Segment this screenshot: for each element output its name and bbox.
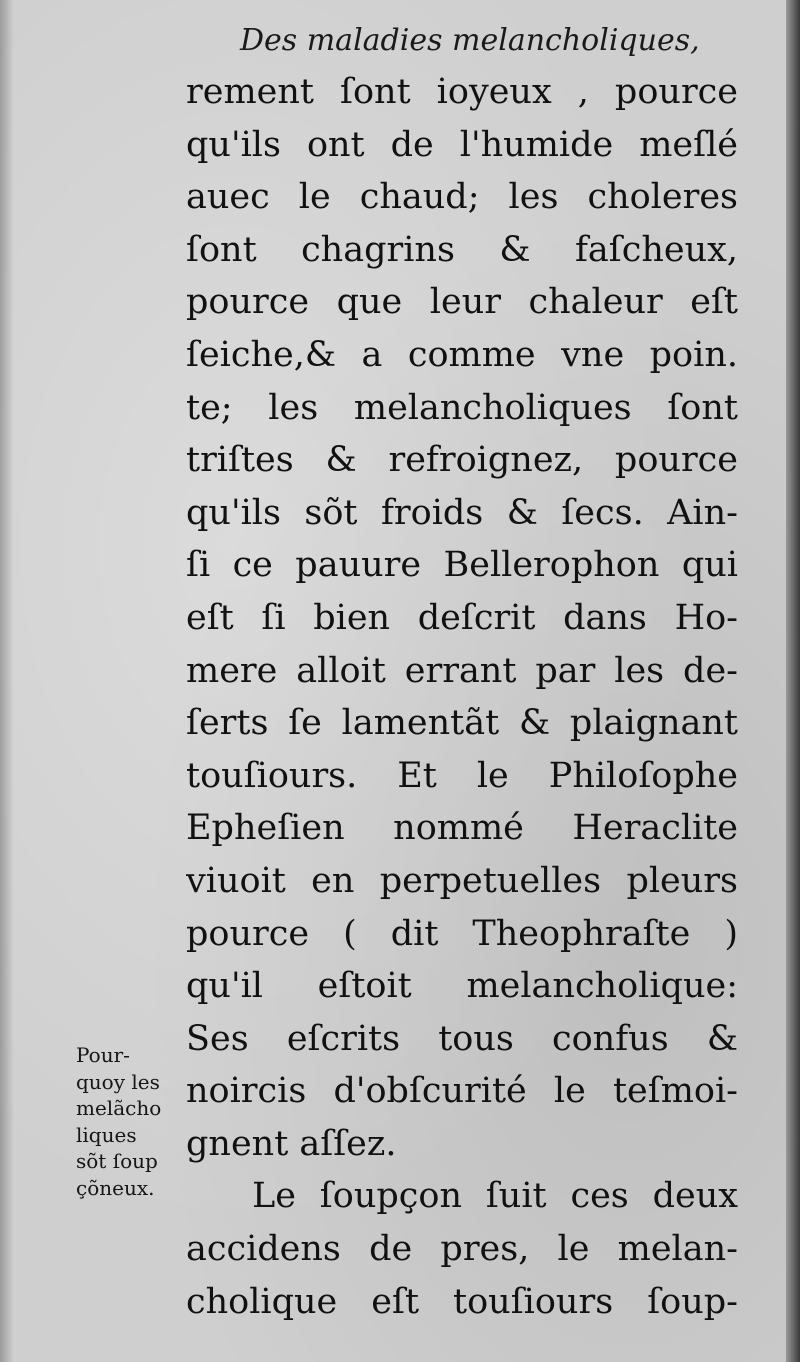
- text-line: te; les melancholiques ſont: [186, 387, 738, 428]
- marginal-note-line: sõt ſoup: [76, 1149, 158, 1173]
- marginal-note-line: çõneux.: [76, 1175, 155, 1200]
- running-head: Des maladies melancholiques,: [240, 23, 700, 58]
- text-line: qu'il eſtoit melancholique:: [186, 966, 738, 1007]
- marginal-note-line: Pour-: [76, 1043, 130, 1067]
- text-line: triſtes & refroignez, pource: [186, 440, 738, 481]
- text-line: Le ſoupçon ſuit ces deux: [252, 1176, 738, 1217]
- text-line: accidens de pres, le melan-: [186, 1229, 738, 1270]
- text-line: cholique eſt touſiours ſoup-: [186, 1281, 738, 1322]
- text-line: qu'ils ont de l'humide meſlé: [186, 124, 738, 165]
- page-gutter-shadow: [0, 0, 14, 1362]
- marginal-note-line: quoy les: [76, 1069, 160, 1094]
- text-line: ſerts ſe lamentãt & plaignant: [186, 703, 738, 744]
- text-line: pource ( dit Theophraſte ): [186, 913, 738, 954]
- marginal-note-line: melãcho: [76, 1096, 162, 1120]
- text-line: Epheſien nommé Heraclite: [186, 808, 738, 849]
- marginal-note: [76, 1042, 206, 1201]
- text-line: Ses eſcrits tous confus &: [186, 1018, 738, 1059]
- text-line: ſi ce pauure Bellerophon qui: [186, 545, 738, 586]
- text-line: ſont chagrins & faſcheux,: [186, 229, 738, 270]
- text-line: qu'ils sõt froids & ſecs. Ain-: [186, 492, 738, 533]
- text-line: gnent aſſez.: [186, 1123, 397, 1164]
- text-line: viuoit en perpetuelles pleurs: [186, 860, 738, 901]
- body-text: [186, 66, 738, 1328]
- text-line: auec le chaud; les choleres: [186, 177, 738, 218]
- text-line: touſiours. Et le Philoſophe: [186, 755, 738, 796]
- page-edge-spine: [786, 0, 800, 1362]
- text-line: pource que leur chaleur eſt: [186, 282, 738, 323]
- marginal-note-line: liques: [76, 1122, 137, 1147]
- text-line: mere alloit errant par les de-: [186, 650, 738, 691]
- text-line: ſeiche,& a comme vne poin.: [186, 334, 738, 375]
- text-line: rement ſont ioyeux , pource: [186, 72, 738, 112]
- text-line: eſt ſi bien deſcrit dans Ho-: [186, 597, 738, 638]
- text-line: noircis d'obſcurité le teſmoi-: [186, 1071, 738, 1112]
